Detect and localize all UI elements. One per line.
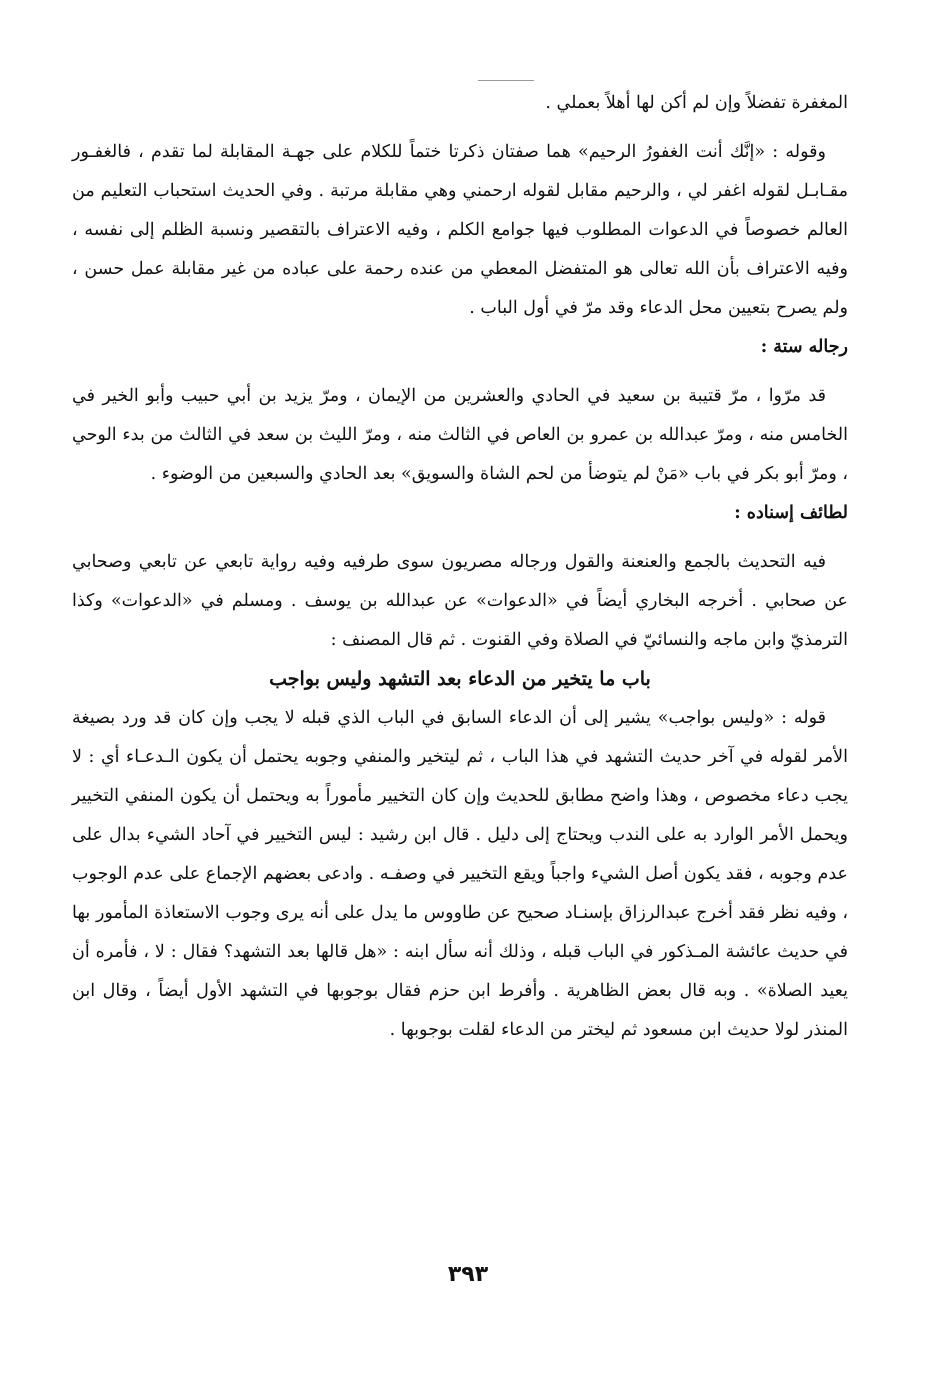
paragraph-commentary: وقوله : «إنَّك أنت الغفورُ الرحيم» هما صفتان ذكرتا ختماً للكلام على جهـة المقابلة لما تقدم ، فالغفـور مقـابـل لقوله اغفر لي ، والرحيم مقابل لقوله ارحمني وهي مقابلة مرتبة . وفي الحديث استحباب التعليم من العالم خصوصاً في الدعوات المطلوب فيها جوامع الكلم ، وفيه الاعتراف بالتقصير ونسبة الظلم إلى نفسه ، وفيه الاعتراف بأن الله تعالى هو المتفضل المعطي من عنده رحمة على عباده من غير مقابلة عمل حسن ، ولم يصرح بتعيين محل الدعاء وقد مرّ في أول الباب .: [72, 142, 848, 318]
paragraph-isnad: فيه التحديث بالجمع والعنعنة والقول ورجاله مصريون سوى طرفيه وفيه رواية تابعي عن تابعي وصحابي عن صحابي . أخرجه البخاري أيضاً في «الدعوات» عن عبدالله بن يوسف . ومسلم في «الدعوات» وكذا الترمذيّ وابن ماجه والنسائيّ في الصلاة وفي القنوت . ثم قال المصنف :: [72, 552, 848, 650]
paragraph-chapter-commentary: قوله : «وليس بواجب» يشير إلى أن الدعاء السابق في الباب الذي قبله لا يجب وإن كان قد ورد بصيغة الأمر لقوله في آخر حديث التشهد في هذا الباب ، ثم ليتخير والمنفي وجوبه يحتمل أن يكون الـدعـاء أي : لا يجب دعاء مخصوص ، وهذا واضح مطابق للحديث وإن كان التخيير مأموراً به ويحتمل أن يكون المنفي التخيير ويحمل الأمر الوارد به على الندب ويحتاج إلى دليل . قال ابن رشيد : ليس التخيير في آحاد الشيء بدال على عدم وجوبه ، فقد يكون أصل الشيء واجباً ويقع التخيير في وصفـه . وادعى بعضهم الإجماع على عدم الوجوب ، وفيه نظر فقد أخرج عبدالرزاق بإسنـاد صحيح عن طاووس ما يدل على أنه يرى وجوب الاستعاذة المأمور بها في حديث عائشة المـذكور في الباب قبله ، وذلك أنه سأل ابنه : «هل قالها بعد التشهد؟ فقال : لا ، فأمره أن يعيد الصلاة» . وبه قال بعض الظاهرية . وأفرط ابن حزم فقال بوجوبها في التشهد الأول أيضاً ، وقال ابن المنذر لولا حديث ابن مسعود ثم ليختر من الدعاء لقلت بوجوبها .: [72, 708, 848, 1040]
section-heading-isnad: لطائف إسناده :: [734, 503, 848, 523]
section-heading-narrators: رجاله ستة :: [760, 337, 848, 357]
chapter-title: باب ما يتخير من الدعاء بعد التشهد وليس بواجب: [269, 668, 651, 690]
page-number: ٣٩٣: [447, 1262, 489, 1287]
page-body: [72, 84, 848, 1050]
top-rule: [478, 80, 534, 81]
paragraph-narrators: قد مرّوا ، مرّ قتيبة بن سعيد في الحادي والعشرين من الإيمان ، ومرّ يزيد بن أبي حبيب وأبو الخير في الخامس منه ، ومرّ عبدالله بن عمرو بن العاص في الثالث منه ، ومرّ الليث بن سعد في الثالث من بدء الوحي ، ومرّ أبو بكر في باب «مَنْ لم يتوضأ من لحم الشاة والسويق» بعد الحادي والسبعين من الوضوء .: [72, 386, 848, 484]
paragraph-continuation: المغفرة تفضلاً وإن لم أكن لها أهلاً بعملي .: [545, 93, 848, 113]
